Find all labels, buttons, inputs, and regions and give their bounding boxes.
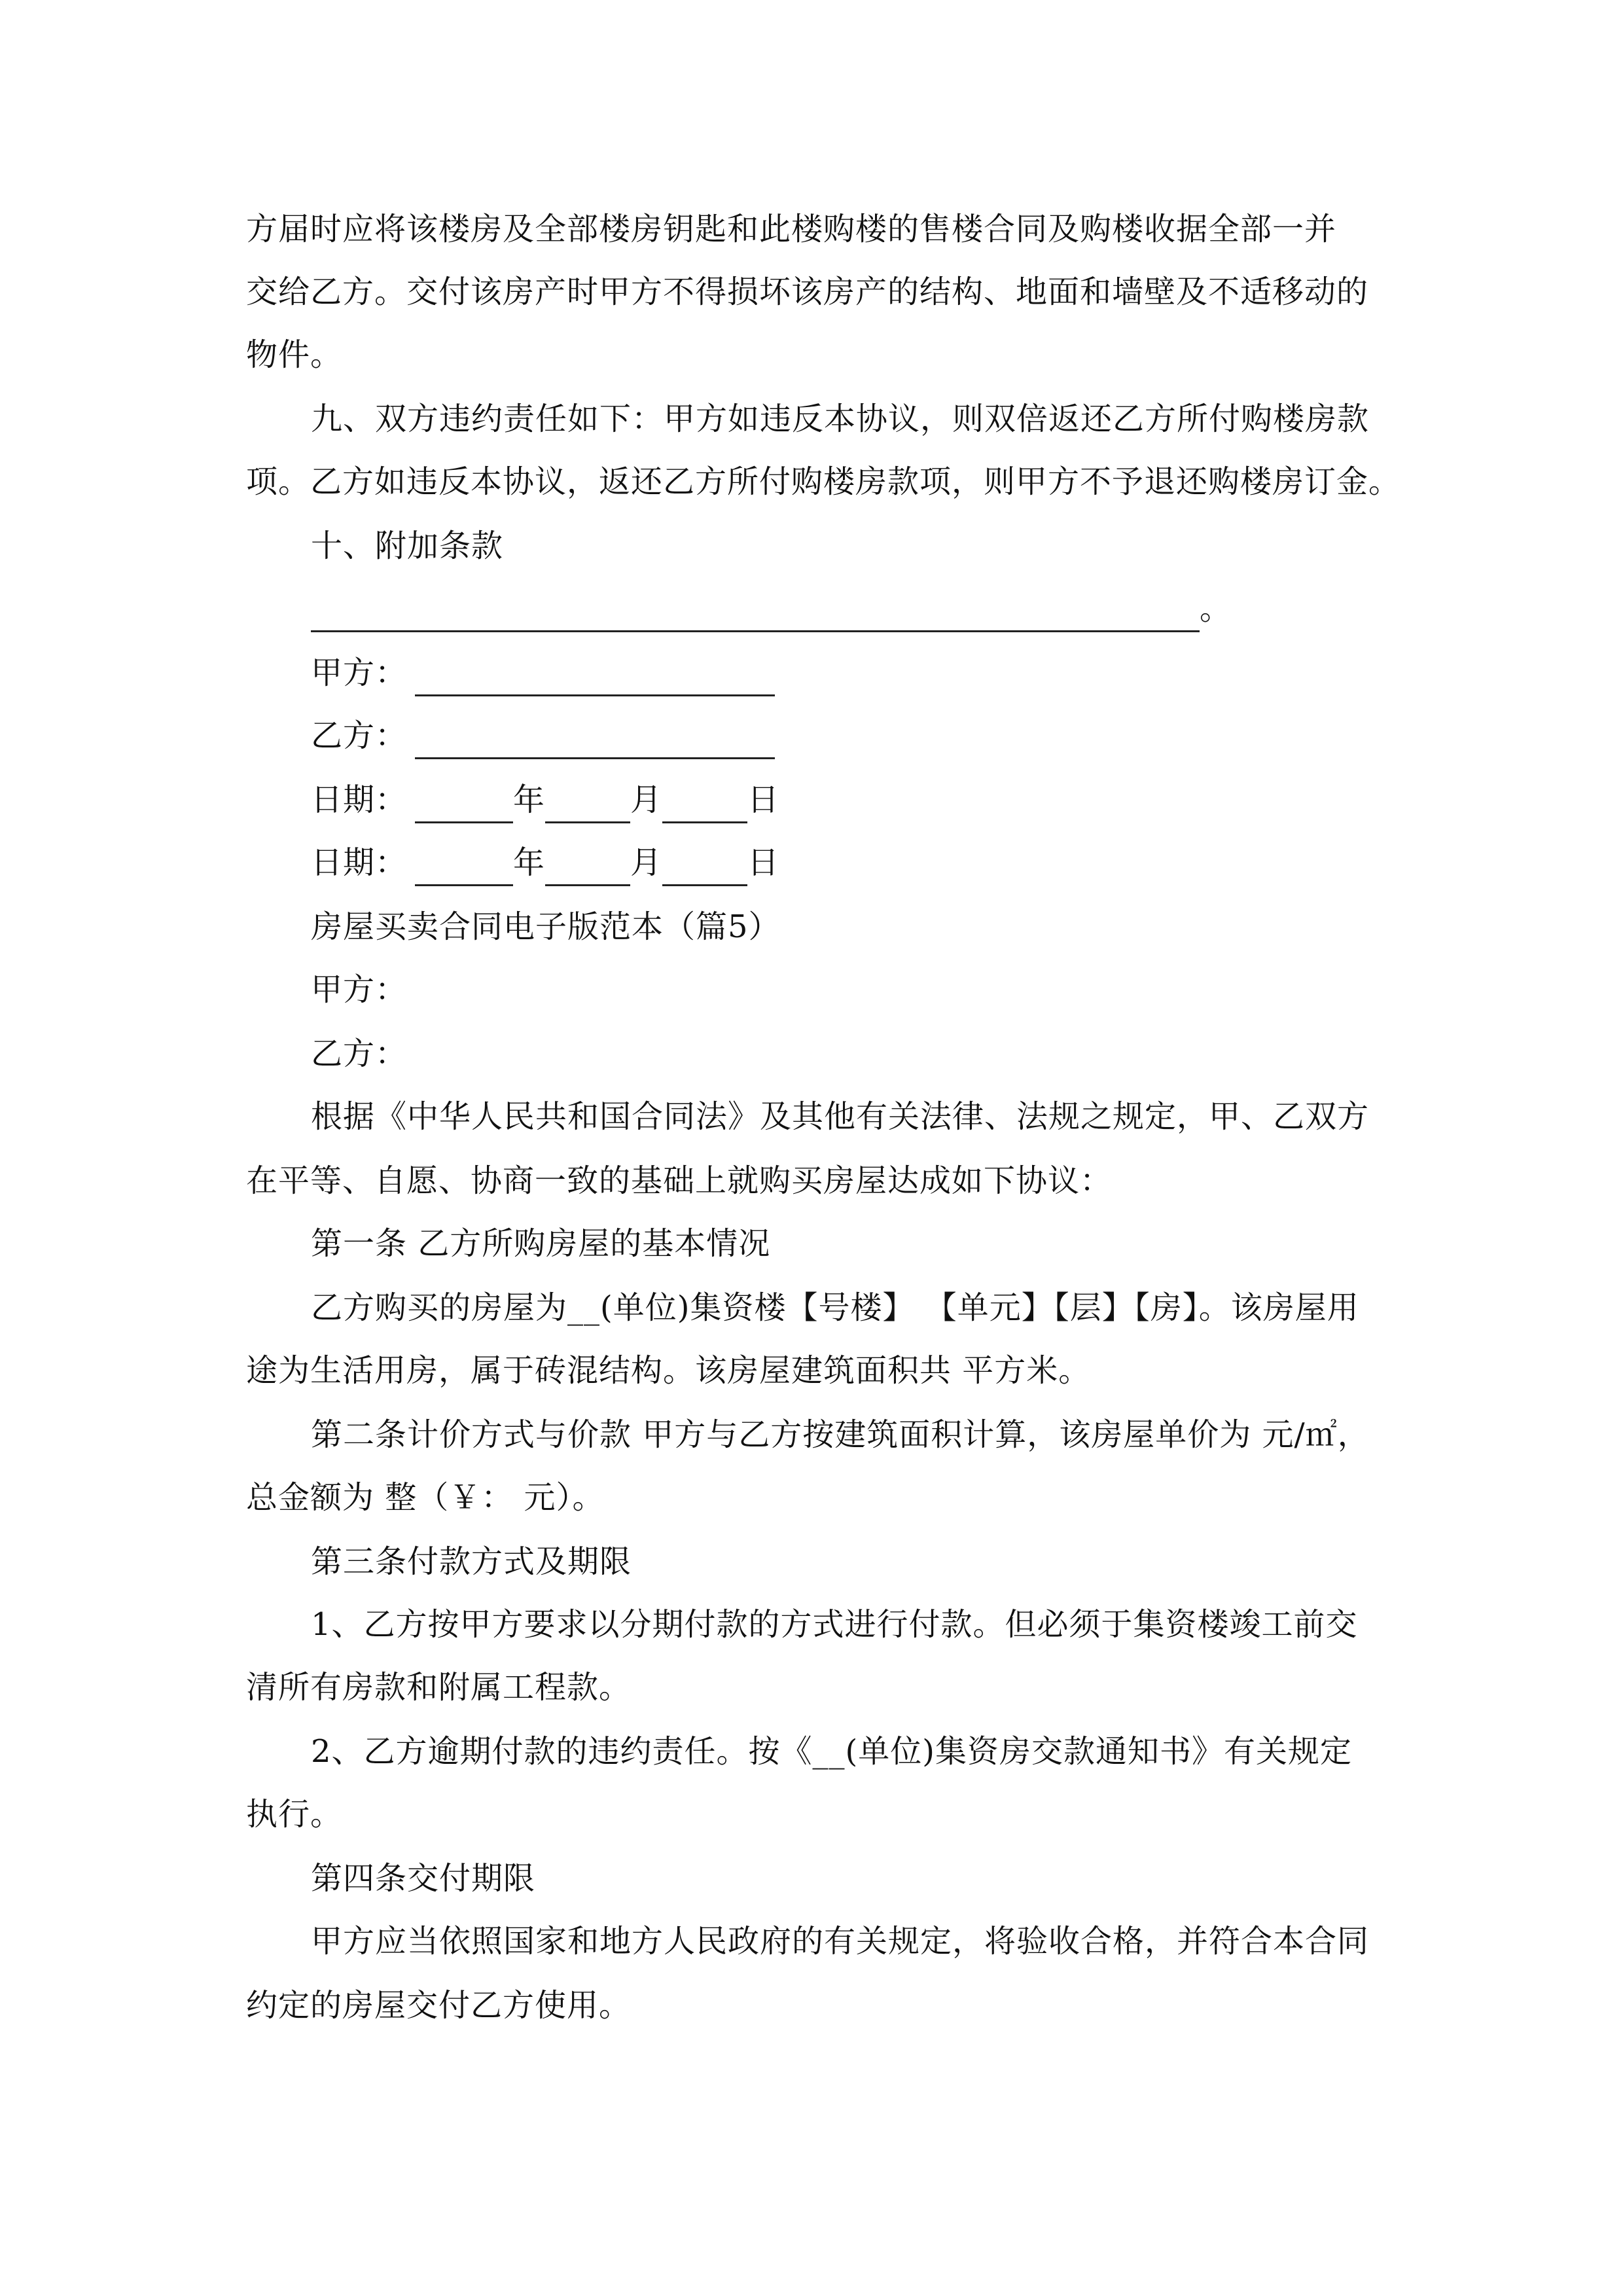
month-unit: 月 — [630, 781, 663, 818]
additional-terms-line — [311, 585, 1232, 632]
year-blank — [415, 787, 513, 823]
paragraph-line: 甲方应当依照国家和地方人民政府的有关规定，将验收合格，并符合本合同 — [311, 1923, 1370, 1960]
party-b-signature-line — [311, 712, 775, 759]
month-blank — [545, 787, 630, 823]
party-a-sign-label: 甲方： — [311, 655, 408, 691]
date-line-1 — [311, 776, 779, 823]
paragraph-line: 1、乙方按甲方要求以分期付款的方式进行付款。但必须于集资楼竣工前交 — [311, 1606, 1358, 1643]
day-blank — [662, 787, 747, 823]
paragraph-line: 根据《中华人民共和国合同法》及其他有关法律、法规之规定，甲、乙双方 — [311, 1098, 1370, 1135]
additional-terms-period: 。 — [1200, 590, 1232, 627]
party-b-label: 乙方： — [311, 1035, 408, 1072]
paragraph-line: 方届时应将该楼房及全部楼房钥匙和此楼购楼的售楼合同及购楼收据全部一并 — [246, 211, 1337, 247]
day-unit: 日 — [747, 844, 780, 881]
paragraph-line: 执行。 — [246, 1796, 343, 1833]
paragraph-line: 乙方购买的房屋为__(单位)集资楼【号楼】 【单元】【层】【房】。该房屋用 — [311, 1289, 1359, 1326]
additional-terms-heading: 十、附加条款 — [311, 528, 504, 564]
additional-terms-blank — [311, 596, 1200, 632]
paragraph-line: 2、乙方逾期付款的违约责任。按《__(单位)集资房交款通知书》有关规定 — [311, 1733, 1352, 1770]
year-unit: 年 — [513, 844, 546, 881]
paragraph-line: 九、双方违约责任如下：甲方如违反本协议，则双倍返还乙方所付购楼房款 — [311, 401, 1370, 437]
year-unit: 年 — [513, 781, 546, 818]
paragraph-line: 第二条计价方式与价款 甲方与乙方按建筑面积计算，该房屋单价为 元/㎡， — [311, 1416, 1370, 1453]
paragraph-line: 清所有房款和附属工程款。 — [246, 1669, 632, 1706]
paragraph-line: 项。乙方如违反本协议，返还乙方所付购楼房款项，则甲方不予退还购楼房订金。 — [246, 463, 1401, 500]
party-b-sign-label: 乙方： — [311, 717, 408, 754]
paragraph-line: 途为生活用房，属于砖混结构。该房屋建筑面积共 平方米。 — [246, 1352, 1091, 1389]
party-a-label: 甲方： — [311, 971, 408, 1008]
paragraph-line: 在平等、自愿、协商一致的基础上就购买房屋达成如下协议： — [246, 1162, 1113, 1199]
section-title: 房屋买卖合同电子版范本（篇5） — [311, 908, 781, 945]
paragraph-line: 总金额为 整（￥： 元）。 — [246, 1479, 605, 1516]
day-unit: 日 — [747, 781, 780, 818]
party-b-signature-blank — [415, 723, 775, 759]
article-heading: 第三条付款方式及期限 — [311, 1543, 632, 1580]
article-heading: 第四条交付期限 — [311, 1860, 536, 1897]
party-a-signature-line — [311, 649, 775, 696]
month-unit: 月 — [630, 844, 663, 881]
day-blank — [662, 850, 747, 886]
date-label: 日期： — [311, 844, 408, 881]
month-blank — [545, 850, 630, 886]
paragraph-line: 约定的房屋交付乙方使用。 — [246, 1987, 632, 2024]
party-a-signature-blank — [415, 660, 775, 696]
date-line-2 — [311, 839, 779, 886]
year-blank — [415, 850, 513, 886]
paragraph-line: 物件。 — [246, 336, 343, 373]
paragraph-line: 交给乙方。交付该房产时甲方不得损坏该房产的结构、地面和墙壁及不适移动的 — [246, 274, 1369, 310]
article-heading: 第一条 乙方所购房屋的基本情况 — [311, 1225, 771, 1262]
date-label: 日期： — [311, 781, 408, 818]
